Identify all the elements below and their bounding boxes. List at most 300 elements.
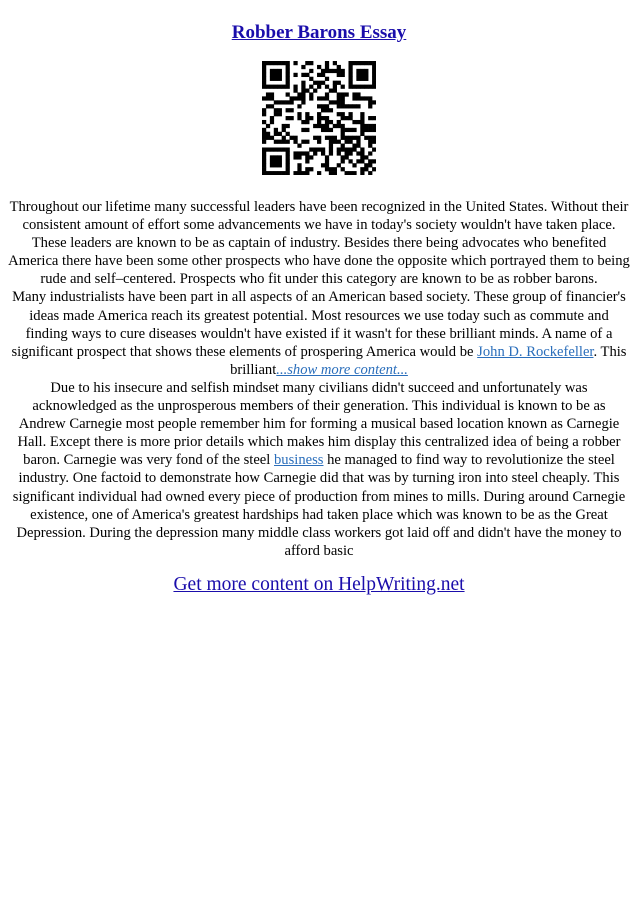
qr-module (364, 69, 368, 73)
qr-module (368, 100, 372, 104)
qr-module (282, 147, 286, 151)
qr-module (329, 89, 333, 93)
qr-module (321, 124, 325, 128)
qr-module (352, 104, 356, 108)
qr-module (321, 108, 325, 112)
qr-module (313, 81, 317, 85)
qr-module (286, 132, 290, 136)
qr-module (345, 140, 349, 144)
qr-module (286, 61, 290, 65)
qr-module (341, 69, 345, 73)
qr-module (301, 151, 305, 155)
qr-module (262, 163, 266, 167)
qr-module (368, 144, 372, 148)
qr-module (278, 147, 282, 151)
qr-module (274, 61, 278, 65)
qr-module (356, 140, 360, 144)
qr-module (286, 167, 290, 171)
qr-module (297, 163, 301, 167)
qr-module (372, 61, 376, 65)
qr-module (317, 112, 321, 116)
paragraph-text: Many industrialists have been part in all aspects of an American based society. These group of financier's ideas made America reach its greatest potential. Most resources we use today such as commute and finding ways to cure diseases wouldn't have existed if it wasn't for these brilliant minds. A name of a significant prospect that shows these elements of prospering America would be (11, 289, 626, 360)
qr-module (372, 77, 376, 81)
qr-module (305, 171, 309, 175)
qr-module (325, 124, 329, 128)
qr-module (309, 77, 313, 81)
qr-module (262, 140, 266, 144)
qr-module (368, 163, 372, 167)
qr-module (262, 61, 266, 65)
qr-module (348, 140, 352, 144)
qr-module (348, 116, 352, 120)
qr-module (305, 116, 309, 120)
qr-module (333, 69, 337, 73)
qr-module (317, 171, 321, 175)
qr-module (262, 73, 266, 77)
qr-module (329, 108, 333, 112)
qr-module (317, 65, 321, 69)
qr-module (278, 77, 282, 81)
qr-module (372, 69, 376, 73)
qr-module (309, 85, 313, 89)
qr-module (341, 132, 345, 136)
qr-module (360, 112, 364, 116)
document-title-link[interactable]: Robber Barons Essay (231, 22, 407, 43)
qr-module (297, 116, 301, 120)
qr-module (313, 147, 317, 151)
qr-module (333, 136, 337, 140)
qr-module (325, 85, 329, 89)
qr-module (360, 147, 364, 151)
qr-module (278, 171, 282, 175)
qr-module (360, 116, 364, 120)
qr-module (282, 61, 286, 65)
qr-module (270, 163, 274, 167)
qr-module (333, 61, 337, 65)
qr-module (317, 81, 321, 85)
qr-module (262, 151, 266, 155)
paragraph-text: he managed to find way to revolutionize the steel industry. One factoid to demonstrate how Carnegie did that was by turning iron into steel cheaply. This significant individual had owned every piece of production from mines to mills. During around Carnegie existence, one of America's greatest hardships had taken place which was known to be as the Great Depression. During the depression many middle class workers got laid off and didn't have the money to afford basic (12, 452, 626, 559)
qr-module (301, 140, 305, 144)
qr-module (368, 140, 372, 144)
business-link[interactable]: business (274, 452, 324, 469)
qr-module (270, 92, 274, 96)
qr-module (286, 92, 290, 96)
paragraph-carnegie (8, 379, 630, 560)
qr-module (301, 128, 305, 132)
qr-module (274, 171, 278, 175)
qr-module (297, 92, 301, 96)
qr-module (368, 116, 372, 120)
qr-module (352, 85, 356, 89)
qr-module (368, 61, 372, 65)
qr-module (293, 155, 297, 159)
qr-module (337, 124, 341, 128)
qr-module (372, 128, 376, 132)
qr-module (301, 120, 305, 124)
qr-module (305, 128, 309, 132)
qr-module (337, 69, 341, 73)
qr-module (309, 69, 313, 73)
qr-module (348, 61, 352, 65)
qr-module (301, 85, 305, 89)
qr-module (286, 77, 290, 81)
qr-module (286, 163, 290, 167)
qr-module (278, 69, 282, 73)
qr-module (352, 96, 356, 100)
qr-module (293, 171, 297, 175)
qr-module (360, 167, 364, 171)
qr-module (341, 92, 345, 96)
qr-module (372, 167, 376, 171)
qr-module (341, 112, 345, 116)
qr-module (282, 85, 286, 89)
qr-module (286, 140, 290, 144)
qr-module (337, 65, 341, 69)
qr-module (293, 61, 297, 65)
qr-module (341, 73, 345, 77)
qr-module (278, 61, 282, 65)
qr-module (266, 171, 270, 175)
qr-module (337, 140, 341, 144)
qr-module (337, 147, 341, 151)
qr-module (297, 171, 301, 175)
qr-module (356, 77, 360, 81)
qr-module (325, 116, 329, 120)
qr-module (356, 69, 360, 73)
qr-module (341, 144, 345, 148)
qr-module (352, 120, 356, 124)
qr-module (372, 81, 376, 85)
qr-module (360, 159, 364, 163)
qr-module (364, 163, 368, 167)
qr-module (329, 128, 333, 132)
qr-module (301, 92, 305, 96)
qr-module (337, 100, 341, 104)
qr-module (372, 65, 376, 69)
qr-module (329, 120, 333, 124)
qr-module (305, 89, 309, 93)
qr-module (266, 96, 270, 100)
essay-body (8, 198, 630, 560)
qr-module (274, 163, 278, 167)
qr-module (352, 163, 356, 167)
qr-module (360, 124, 364, 128)
qr-module (372, 73, 376, 77)
qr-module (286, 69, 290, 73)
qr-module (286, 147, 290, 151)
qr-module (325, 92, 329, 96)
qr-module (345, 171, 349, 175)
qr-module (297, 155, 301, 159)
qr-module (270, 85, 274, 89)
qr-module (352, 136, 356, 140)
qr-module (317, 147, 321, 151)
qr-module (321, 128, 325, 132)
qr-module (329, 69, 333, 73)
qr-module (290, 100, 294, 104)
qr-module (364, 124, 368, 128)
qr-module (286, 116, 290, 120)
qr-module (262, 155, 266, 159)
qr-module (348, 171, 352, 175)
qr-module (356, 151, 360, 155)
qr-module (305, 120, 309, 124)
qr-module (348, 77, 352, 81)
qr-module (290, 136, 294, 140)
qr-module (305, 167, 309, 171)
qr-module (262, 112, 266, 116)
qr-module (356, 159, 360, 163)
qr-module (341, 85, 345, 89)
qr-module (372, 159, 376, 163)
qr-module (333, 81, 337, 85)
qr-module (317, 116, 321, 120)
qr-module (341, 136, 345, 140)
qr-module (360, 171, 364, 175)
qr-module (337, 112, 341, 116)
qr-module (270, 155, 274, 159)
qr-module (348, 151, 352, 155)
qr-module (345, 116, 349, 120)
qr-module (262, 136, 266, 140)
show-more-link[interactable]: ...show more content... (276, 361, 408, 378)
qr-module (356, 61, 360, 65)
qr-module (313, 89, 317, 93)
qr-module (337, 96, 341, 100)
qr-module (352, 128, 356, 132)
qr-module (372, 140, 376, 144)
qr-module (270, 116, 274, 120)
qr-module (293, 89, 297, 93)
qr-module (309, 167, 313, 171)
qr-module (372, 147, 376, 151)
qr-module (368, 159, 372, 163)
paragraph-intro (8, 198, 630, 288)
qr-module (305, 151, 309, 155)
qr-module (282, 171, 286, 175)
qr-module (309, 92, 313, 96)
qr-module (341, 116, 345, 120)
qr-module (341, 155, 345, 159)
qr-module (313, 124, 317, 128)
qr-module (317, 140, 321, 144)
qr-module (297, 151, 301, 155)
qr-module (341, 159, 345, 163)
qr-module (282, 124, 286, 128)
qr-module (364, 167, 368, 171)
qr-module (305, 159, 309, 163)
qr-module (317, 120, 321, 124)
qr-module (356, 73, 360, 77)
qr-module (372, 100, 376, 104)
qr-module (325, 159, 329, 163)
qr-module (309, 96, 313, 100)
qr-module (317, 104, 321, 108)
qr-module (301, 89, 305, 93)
qr-module (282, 136, 286, 140)
qr-module (352, 147, 356, 151)
qr-module (309, 116, 313, 120)
qr-module (297, 96, 301, 100)
qr-module (333, 89, 337, 93)
qr-module (293, 151, 297, 155)
qr-module (293, 85, 297, 89)
qr-module (333, 100, 337, 104)
qr-module (270, 171, 274, 175)
qr-module (337, 151, 341, 155)
qr-module (329, 171, 333, 175)
qr-module (262, 96, 266, 100)
get-more-content-link[interactable]: Get more content on HelpWriting.net (173, 574, 465, 595)
qr-module (274, 155, 278, 159)
qr-module (341, 104, 345, 108)
qr-module (270, 61, 274, 65)
qr-module (348, 85, 352, 89)
qr-module (337, 81, 341, 85)
qr-module (286, 124, 290, 128)
qr-module (337, 92, 341, 96)
qr-module (286, 171, 290, 175)
qr-module (293, 73, 297, 77)
qr-module (317, 85, 321, 89)
qr-module (274, 73, 278, 77)
qr-module (360, 69, 364, 73)
qr-module (325, 69, 329, 73)
qr-module (372, 116, 376, 120)
qr-module (360, 73, 364, 77)
qr-module (274, 69, 278, 73)
qr-module (297, 104, 301, 108)
qr-module (305, 155, 309, 159)
qr-module (372, 85, 376, 89)
qr-module (270, 120, 274, 124)
qr-module (266, 136, 270, 140)
qr-module (262, 147, 266, 151)
qr-module (348, 112, 352, 116)
qr-module (341, 96, 345, 100)
qr-module (305, 140, 309, 144)
qr-module (317, 96, 321, 100)
qr-module (274, 147, 278, 151)
qr-module (305, 61, 309, 65)
qr-module (368, 136, 372, 140)
qr-module (329, 136, 333, 140)
paragraph-text: Due to his insecure and selfish mindset many civilians didn't succeed and unfortunately was acknowledged as the unprosperous members of their generation. This individual is known to be as Andrew Carnegie most people remember him for forming a musical based location known as Carnegie Hall. Except there is more prior details which makes him display this centralized idea of being a robber baron. Carnegie was very fond of the steel (17, 379, 621, 469)
qr-module (348, 65, 352, 69)
qr-module (301, 81, 305, 85)
qr-module (270, 159, 274, 163)
qr-module (266, 85, 270, 89)
qr-module (325, 104, 329, 108)
qr-module (352, 144, 356, 148)
qr-module (270, 104, 274, 108)
qr-module (341, 167, 345, 171)
qr-module (270, 136, 274, 140)
qr-module (266, 92, 270, 96)
qr-module (282, 100, 286, 104)
rockefeller-link[interactable]: John D. Rockefeller (477, 343, 594, 360)
qr-module (317, 124, 321, 128)
qr-module (368, 104, 372, 108)
qr-module (278, 100, 282, 104)
paragraph-text: . This brilliant (230, 343, 627, 378)
qr-module (282, 140, 286, 144)
qr-module (364, 73, 368, 77)
qr-module (325, 108, 329, 112)
qr-module (348, 81, 352, 85)
qr-module (345, 92, 349, 96)
qr-module (301, 65, 305, 69)
qr-module (321, 147, 325, 151)
qr-module (356, 120, 360, 124)
qr-module (364, 155, 368, 159)
qr-module (356, 104, 360, 108)
qr-module (368, 128, 372, 132)
qr-module (274, 112, 278, 116)
qr-module (364, 77, 368, 81)
qr-module (337, 163, 341, 167)
qr-module (341, 100, 345, 104)
qr-module (364, 61, 368, 65)
qr-module (337, 73, 341, 77)
qr-module (317, 73, 321, 77)
qr-module (266, 147, 270, 151)
qr-module (305, 73, 309, 77)
qr-module (274, 159, 278, 163)
qr-module (278, 132, 282, 136)
qr-module (278, 163, 282, 167)
qr-module (262, 128, 266, 132)
qr-module (313, 136, 317, 140)
qr-module (348, 104, 352, 108)
qr-module (262, 65, 266, 69)
qr-module (345, 155, 349, 159)
qr-module (290, 116, 294, 120)
qr-module (356, 85, 360, 89)
qr-module (360, 77, 364, 81)
qr-module (364, 136, 368, 140)
qr-module (278, 140, 282, 144)
qr-module (274, 77, 278, 81)
qr-module (278, 112, 282, 116)
qr-module (372, 136, 376, 140)
qr-module (321, 69, 325, 73)
qr-module (352, 61, 356, 65)
qr-module (321, 163, 325, 167)
qr-module (270, 73, 274, 77)
qr-module (360, 155, 364, 159)
qr-module (262, 120, 266, 124)
qr-module (321, 116, 325, 120)
qr-module (341, 147, 345, 151)
qr-module (348, 73, 352, 77)
qr-module (297, 167, 301, 171)
qr-module (297, 144, 301, 148)
qr-module (329, 144, 333, 148)
paragraph-text: Throughout our lifetime many successful leaders have been recognized in the United States. Without their consistent amount of effort some advancements we have in today's society wouldn't have taken place. These leaders are known to be as captain of industry. Besides there being advocates who benefited America there have been some other prospects who have done the opposite which portrayed them to being rude and self–centered. Prospects who fit under this category are known to be as robber barons. (8, 199, 630, 288)
qr-module (274, 85, 278, 89)
qr-module (368, 151, 372, 155)
qr-module (309, 61, 313, 65)
qr-module (262, 132, 266, 136)
qr-module (278, 155, 282, 159)
qr-module (348, 136, 352, 140)
qr-module (278, 108, 282, 112)
qr-module (270, 69, 274, 73)
qr-module (321, 81, 325, 85)
qr-module (337, 104, 341, 108)
